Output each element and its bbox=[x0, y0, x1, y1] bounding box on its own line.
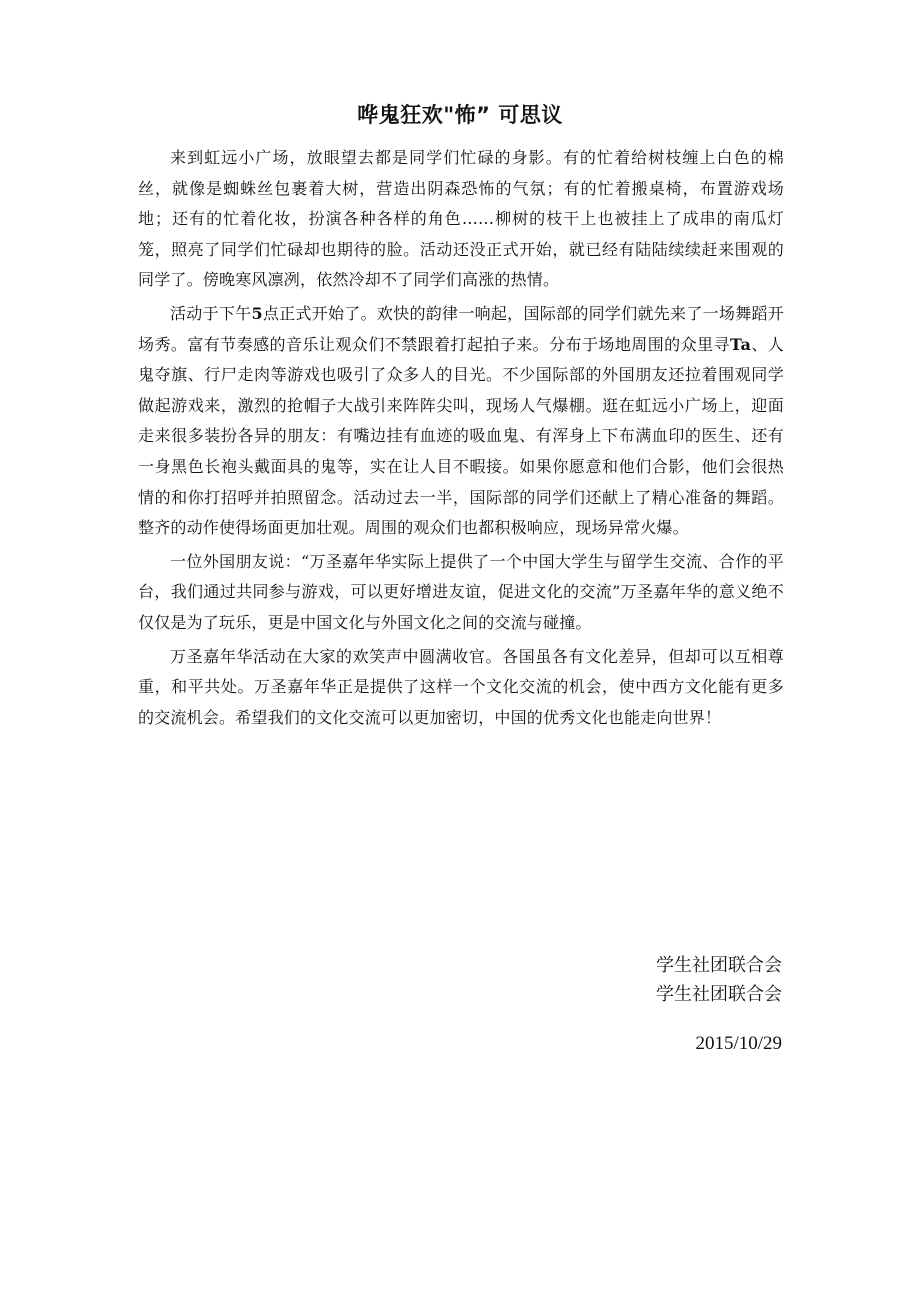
signature-block bbox=[656, 951, 782, 1009]
signature-line-2: 学生社团联合会 bbox=[656, 984, 782, 1005]
document-date: 2015/10/29 bbox=[695, 1033, 782, 1054]
article-body bbox=[138, 143, 784, 736]
paragraph-2-part-a: 活动于下午 bbox=[170, 303, 252, 323]
paragraph-2-time-number: 5 bbox=[251, 303, 263, 323]
paragraph-2-part-b: 点正式开始了。欢快的韵律一响起，国际部的同学们就先来了一场舞蹈开场秀。富有节奏感的音乐让观众们不禁跟着打起拍子来。分布于场地周围的众里寻 bbox=[138, 303, 784, 354]
article-title: 哗鬼狂欢"怖” 可思议 bbox=[357, 103, 563, 127]
paragraph-4: 万圣嘉年华活动在大家的欢笑声中圆满收官。各国虽各有文化差异，但却可以互相尊重，和平共处。万圣嘉年华正是提供了这样一个文化交流的机会，使中西方文化能有更多的交流机会。希望我们的文化交流可以更加密切，中国的优秀文化也能走向世界！ bbox=[138, 646, 784, 727]
paragraph-3: 一位外国朋友说：“万圣嘉年华实际上提供了一个中国大学生与留学生交流、合作的平台，我们通过共同参与游戏，可以更好增进友谊，促进文化的交流”万圣嘉年华的意义绝不仅仅是为了玩乐，更是中国文化与外国文化之间的交流与碰撞。 bbox=[138, 551, 784, 632]
signature-line-1: 学生社团联合会 bbox=[656, 955, 782, 976]
paragraph-2-part-c: 、人鬼夺旗、行尸走肉等游戏也吸引了众多人的目光。不少国际部的外国朋友还拉着围观同学做起游戏来，激烈的抢帽子大战引来阵阵尖叫，现场人气爆棚。逛在虹远小广场上，迎面走来很多装扮各异的朋友：有嘴边挂有血迹的吸血鬼、有浑身上下布满血印的医生、还有一身黑色长袍头戴面具的鬼等，实在让人目不暇接。如果你愿意和他们合影，他们会很热情的和你打招呼并拍照留念。活动过去一半，国际部的同学们还献上了精心准备的舞蹈。整齐的动作使得场面更加壮观。周围的观众们也都积极响应，现场异常火爆。 bbox=[138, 334, 784, 538]
paragraph-2-game-name: Ta bbox=[729, 334, 752, 354]
paragraph-2 bbox=[138, 299, 784, 544]
paragraph-1: 来到虹远小广场，放眼望去都是同学们忙碌的身影。有的忙着给树枝缠上白色的棉丝，就像是蜘蛛丝包裹着大树，营造出阴森恐怖的气氛；有的忙着搬桌椅，布置游戏场地；还有的忙着化妆，扮演各种各样的角色……柳树的枝干上也被挂上了成串的南瓜灯笼，照亮了同学们忙碌却也期待的脸。活动还没正式开始，就已经有陆陆续续赶来围观的同学了。傍晚寒风凛冽，依然冷却不了同学们高涨的热情。 bbox=[138, 148, 784, 290]
